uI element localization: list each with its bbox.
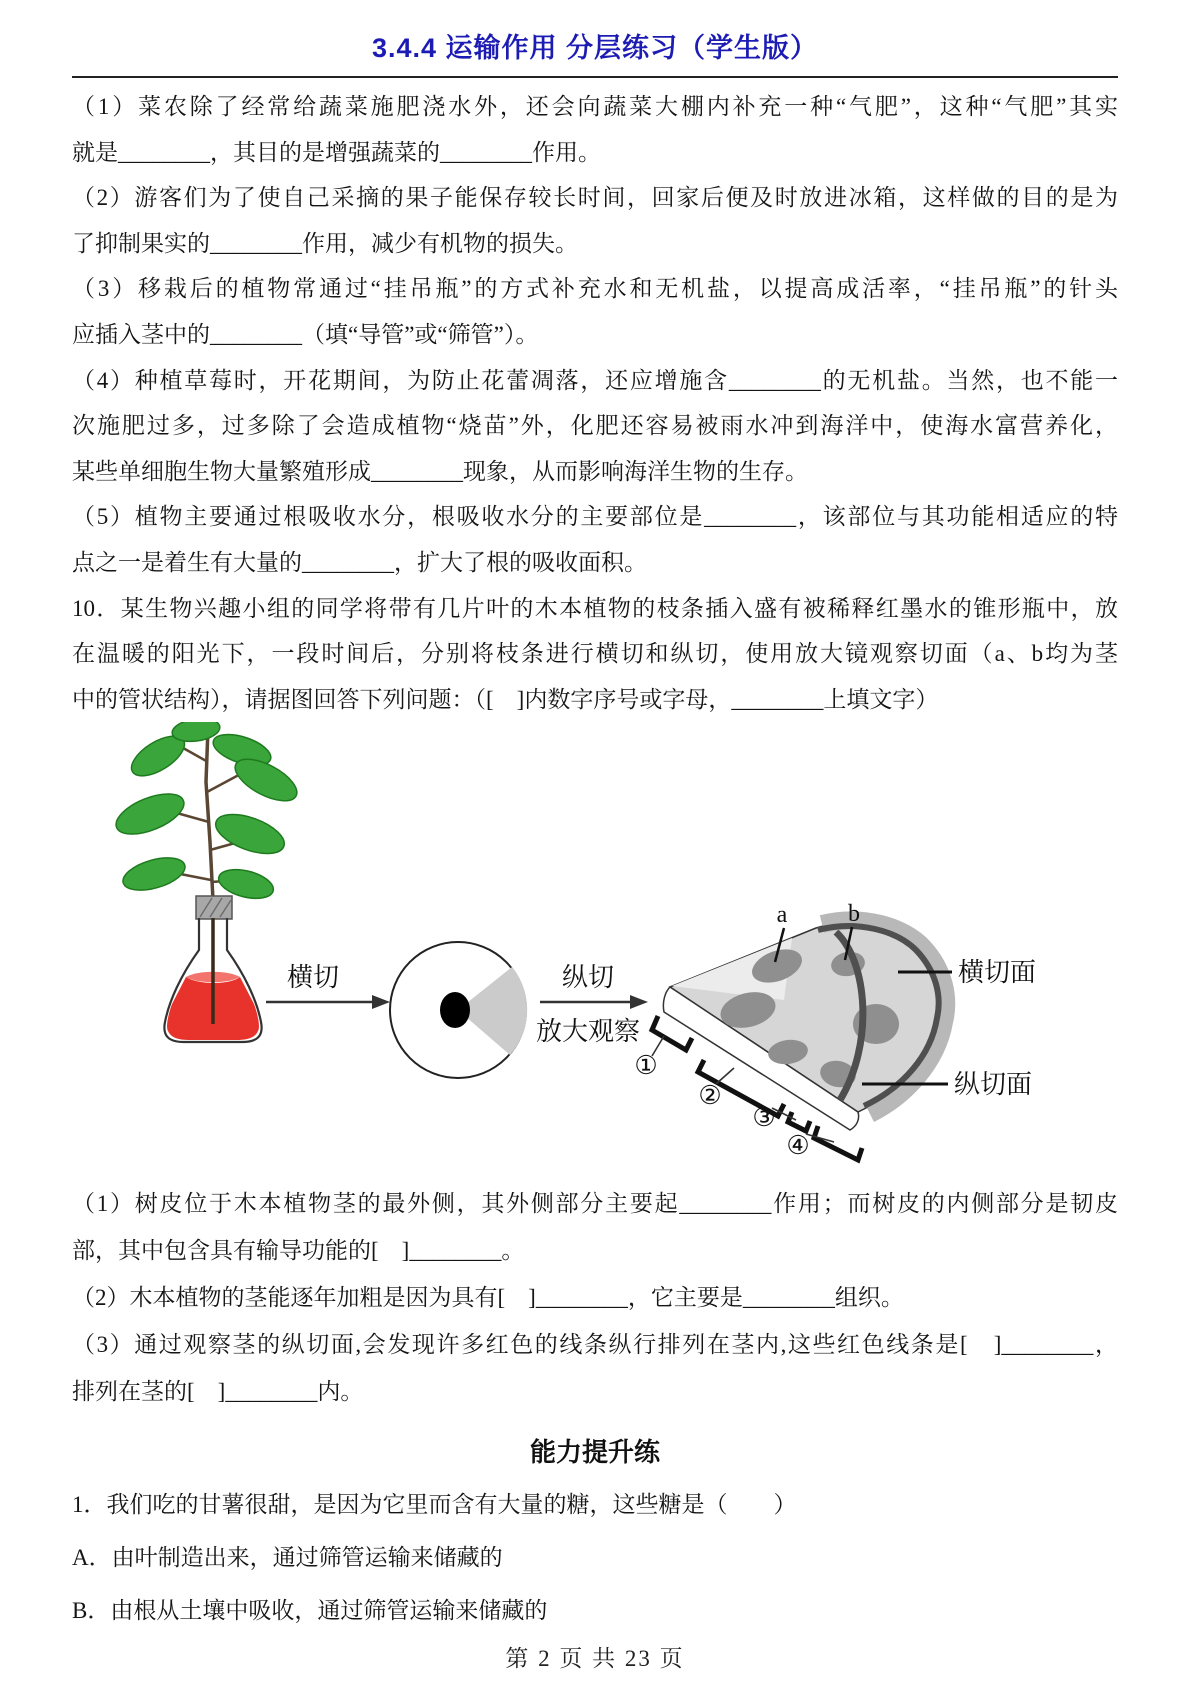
text-line: （3）通过观察茎的纵切面,会发现许多红色的线条纵行排列在茎内,这些红色线条是[ ]________， [72, 1332, 1118, 1357]
label-a: a [776, 902, 788, 928]
label-b: b [848, 901, 860, 927]
arrowhead-icon [372, 995, 390, 1009]
magnify-label: 放大观察 [535, 1017, 641, 1046]
text-line: （5）植物主要通过根吸收水分，根吸收水分的主要部位是________，该部位与其功能相适应的特 [72, 504, 1118, 530]
text-line: （1）菜农除了经常给蔬菜施肥浇水外，还会向蔬菜大棚内补充一种“气肥”，这种“气肥”其实 [72, 94, 1118, 119]
section-title: 能力提升练 [529, 1437, 660, 1467]
text-line: 10．某生物兴趣小组的同学将带有几片叶的木本植物的枝条插入盛有被稀释红墨水的锥形瓶中，放 [72, 595, 1118, 621]
text-line: 点之一是着生有大量的________，扩大了根的吸收面积。 [72, 549, 647, 575]
text-line: 就是________，其目的是增强蔬菜的________作用。 [72, 139, 601, 165]
text-line: 部，其中包含具有输导功能的[ ]________。 [72, 1238, 525, 1263]
text-line: （3）移栽后的植物常通过“挂吊瓶”的方式补充水和无机盐，以提高成活率，“挂吊瓶”的针头 [72, 276, 1118, 302]
plant-in-flask-illustration [111, 722, 303, 1042]
arrowhead-icon [630, 995, 648, 1009]
label-4: ④ [786, 1131, 810, 1160]
option-b: B．由根从土壤中吸收，通过筛管运输来储藏的 [72, 1598, 548, 1623]
question-1: 1．我们吃的甘薯很甜，是因为它里而含有大量的糖，这些糖是（ ） [72, 1492, 797, 1517]
text-line: 某些单细胞生物大量繁殖形成________现象，从而影响海洋生物的生存。 [72, 458, 808, 484]
text-line: （1）树皮位于木本植物茎的最外侧，其外侧部分主要起________作用；而树皮的内侧部分是韧皮 [72, 1191, 1118, 1216]
text-line: 了抑制果实的________作用，减少有机物的损失。 [72, 230, 578, 256]
text-line: 在温暖的阳光下，一段时间后，分别将枝条进行横切和纵切，使用放大镜观察切面（a、b均为茎 [72, 641, 1118, 667]
text-line: （2）游客们为了使自己采摘的果子能保存较长时间，回家后便及时放进冰箱，这样做的目的是为 [72, 185, 1118, 211]
text-line: 排列在茎的[ ]________内。 [72, 1379, 364, 1404]
stem-wedge-diagram [634, 901, 1036, 1160]
header-divider [72, 76, 1118, 78]
long-face-label: 纵切面 [954, 1070, 1033, 1099]
stem-experiment-figure [0, 722, 1190, 1180]
cross-face-label: 横切面 [958, 958, 1037, 987]
option-a: A．由叶制造出来，通过筛管运输来储藏的 [72, 1545, 503, 1570]
text-line: 次施肥过多，过多除了会造成植物“烧苗”外，化肥还容易被雨水冲到海洋中，使海水富营养化， [72, 413, 1118, 439]
question-block-1 [72, 84, 1118, 722]
page-title: 3.4.4 运输作用 分层练习（学生版） [371, 33, 819, 63]
page-number: 第 2 页 共 23 页 [505, 1646, 685, 1671]
text-line: 中的管状结构），请据图回答下列问题：（[ ]内数字序号或字母，________上填文字） [72, 686, 939, 712]
cross-cut-label: 横切 [286, 963, 340, 992]
multiple-choice-block [72, 1478, 1118, 1637]
pith-dot [440, 992, 470, 1028]
cross-section-circle [390, 942, 527, 1078]
long-cut-label: 纵切 [561, 963, 615, 992]
label-2: ② [698, 1081, 722, 1110]
text-line: （2）木本植物的茎能逐年加粗是因为具有[ ]________，它主要是________组织。 [72, 1285, 904, 1310]
figure-illustration [0, 722, 1190, 1180]
label-3: ③ [752, 1103, 776, 1132]
cross-cut-arrow [266, 963, 390, 1009]
question-block-2 [72, 1180, 1118, 1415]
label-1: ① [634, 1051, 658, 1080]
text-line: （4）种植草莓时，开花期间，为防止花蕾凋落，还应增施含________的无机盐。当然，也不能一 [72, 367, 1118, 393]
text-line: 应插入茎中的________（填“导管”或“筛管”）。 [72, 321, 539, 347]
long-cut-arrow [536, 963, 648, 1046]
